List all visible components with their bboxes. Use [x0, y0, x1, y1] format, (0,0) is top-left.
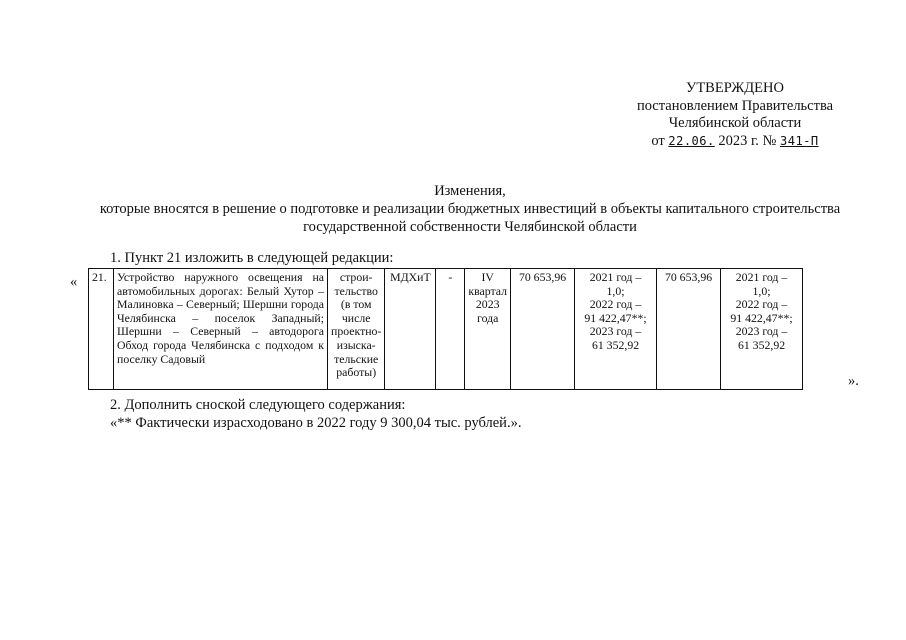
- cell-cost: 70 653,96: [511, 269, 575, 390]
- work-type-line: тельство: [334, 283, 378, 298]
- approval-heading: УТВЕРЖДЕНО: [686, 80, 784, 96]
- cell-dash: -: [436, 269, 465, 390]
- work-type-line: работы): [336, 365, 377, 380]
- term-line: года: [477, 310, 499, 325]
- work-type-line: строи-: [339, 270, 373, 284]
- funding-2-line: 2021 год –: [735, 270, 788, 284]
- paragraph-1: 1. Пункт 21 изложить в следующей редакции:: [110, 250, 394, 266]
- date-year: 2023 г.: [718, 132, 759, 149]
- table-row: [89, 269, 803, 390]
- title-line-3: государственной собственности Челябинской области: [303, 219, 637, 235]
- approval-stamp: [600, 80, 870, 150]
- number-prefix: №: [762, 132, 777, 149]
- term-line: 2023: [475, 297, 500, 312]
- work-type-line: числе: [341, 310, 371, 325]
- funding-line: 91 422,47**;: [584, 310, 647, 325]
- cell-number: 21.: [89, 269, 114, 390]
- changes-table: [88, 268, 803, 390]
- funding-2-line: 2023 год –: [735, 324, 788, 339]
- cell-funding: [575, 269, 657, 390]
- title-line-2: которые вносятся в решение о подготовке и реализации бюджетных инвестиций в объекты капитального строительства: [99, 201, 841, 217]
- funding-line: 2021 год –: [589, 270, 642, 284]
- title-line-1: Изменения,: [434, 183, 506, 199]
- paragraph-3: «** Фактически израсходовано в 2022 году 9 300,04 тыс. рублей.».: [110, 415, 522, 431]
- date-prefix: от: [651, 132, 665, 149]
- funding-line: 61 352,92: [591, 337, 640, 352]
- funding-2-line: 91 422,47**;: [730, 310, 793, 325]
- approval-line-1: постановлением Правительства: [636, 97, 834, 114]
- funding-line: 1,0;: [606, 283, 625, 298]
- funding-2-line: 2022 год –: [735, 297, 788, 312]
- funding-2-line: 61 352,92: [737, 337, 786, 352]
- cell-customer: МДХиТ: [385, 269, 436, 390]
- document-title: [40, 182, 900, 236]
- quote-open: «: [70, 274, 78, 290]
- work-type-line: тельские: [334, 351, 379, 366]
- cell-object-name: Устройство наружного освещения на автомобильных дорогах: Белый Хутор – Малиновка – Северный; Шершни города Челябинска – поселок Западный; Шершни – Северный – автодорога Обход города Челябинска с подходом к поселку Садовый: [114, 269, 328, 390]
- funding-line: 2022 год –: [589, 297, 642, 312]
- decree-number: 341-П: [780, 133, 819, 148]
- work-type-line: (в том: [340, 297, 372, 312]
- funding-line: 2023 год –: [589, 324, 642, 339]
- approval-date-line: [600, 133, 870, 151]
- cell-work-type: [328, 269, 385, 390]
- approval-line-2: Челябинской области: [668, 115, 802, 131]
- work-type-line: изыска-: [336, 337, 376, 352]
- cell-funding-2: [721, 269, 803, 390]
- term-line: квартал: [468, 283, 508, 298]
- work-type-line: проектно-: [331, 324, 382, 339]
- quote-close: ».: [848, 373, 859, 389]
- date-day-month: 22.06.: [668, 133, 715, 148]
- term-line: IV: [481, 270, 494, 284]
- cell-cost-2: 70 653,96: [657, 269, 721, 390]
- paragraph-2: 2. Дополнить сноской следующего содержания:: [110, 397, 406, 413]
- cell-term: [465, 269, 511, 390]
- funding-2-line: 1,0;: [752, 283, 771, 298]
